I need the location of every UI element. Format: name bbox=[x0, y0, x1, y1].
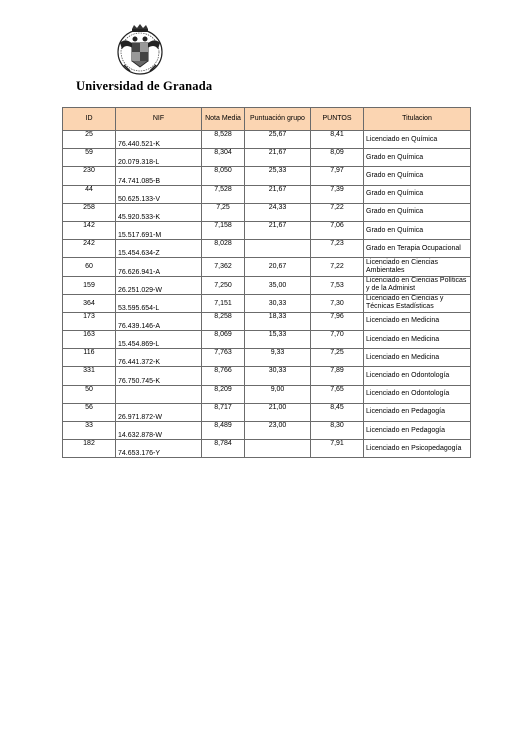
cell-nota-media: 7,362 bbox=[202, 258, 245, 276]
cell-id: 44 bbox=[63, 185, 116, 203]
cell-nota-media: 8,209 bbox=[202, 385, 245, 403]
cell-puntos: 7,23 bbox=[311, 240, 364, 258]
table-row bbox=[63, 149, 471, 167]
cell-puntuacion-grupo: 24,33 bbox=[245, 203, 311, 221]
cell-id: 182 bbox=[63, 440, 116, 458]
column-header-nif: NIF bbox=[116, 108, 202, 131]
cell-titulacion: Licenciado en Medicina bbox=[364, 312, 471, 330]
cell-nif: 15.454.869-L bbox=[116, 331, 202, 349]
results-table bbox=[62, 107, 471, 458]
table-row bbox=[63, 221, 471, 239]
cell-id: 242 bbox=[63, 240, 116, 258]
table-row bbox=[63, 240, 471, 258]
cell-titulacion: Licenciado en Medicina bbox=[364, 331, 471, 349]
cell-nif: 50.625.133-V bbox=[116, 185, 202, 203]
cell-nota-media: 7,250 bbox=[202, 276, 245, 294]
table-row bbox=[63, 185, 471, 203]
cell-id: 364 bbox=[63, 294, 116, 312]
cell-titulacion: Grado en Terapia Ocupacional bbox=[364, 240, 471, 258]
cell-puntos: 7,39 bbox=[311, 185, 364, 203]
cell-nota-media: 8,766 bbox=[202, 367, 245, 385]
cell-titulacion: Licenciado en Pedagogía bbox=[364, 403, 471, 421]
cell-id: 331 bbox=[63, 367, 116, 385]
cell-titulacion: Licenciado en Psicopedagogía bbox=[364, 440, 471, 458]
university-crest-icon bbox=[112, 23, 168, 77]
cell-puntuacion-grupo: 15,33 bbox=[245, 331, 311, 349]
cell-id: 25 bbox=[63, 131, 116, 149]
cell-nota-media: 7,25 bbox=[202, 203, 245, 221]
cell-puntuacion-grupo: 21,67 bbox=[245, 185, 311, 203]
table-row bbox=[63, 131, 471, 149]
cell-puntos: 7,22 bbox=[311, 203, 364, 221]
cell-puntuacion-grupo: 21,67 bbox=[245, 149, 311, 167]
cell-nota-media: 8,784 bbox=[202, 440, 245, 458]
cell-puntos: 7,53 bbox=[311, 276, 364, 294]
cell-puntuacion-grupo: 9,00 bbox=[245, 385, 311, 403]
cell-nota-media: 8,069 bbox=[202, 331, 245, 349]
cell-id: 142 bbox=[63, 221, 116, 239]
cell-puntos: 8,45 bbox=[311, 403, 364, 421]
cell-puntuacion-grupo: 25,67 bbox=[245, 131, 311, 149]
cell-nif: 76.626.941-A bbox=[116, 258, 202, 276]
table-row bbox=[63, 203, 471, 221]
cell-nota-media: 8,489 bbox=[202, 422, 245, 440]
column-header-id: ID bbox=[63, 108, 116, 131]
table-row bbox=[63, 276, 471, 294]
cell-puntos: 7,70 bbox=[311, 331, 364, 349]
cell-nif: 74.653.176-Y bbox=[116, 440, 202, 458]
column-header-puntuacion-grupo: Puntuación grupo bbox=[245, 108, 311, 131]
cell-puntuacion-grupo: 18,33 bbox=[245, 312, 311, 330]
cell-id: 173 bbox=[63, 312, 116, 330]
table-row bbox=[63, 385, 471, 403]
cell-nif: 76.750.745-K bbox=[116, 367, 202, 385]
cell-puntuacion-grupo: 25,33 bbox=[245, 167, 311, 185]
cell-id: 59 bbox=[63, 149, 116, 167]
cell-puntos: 8,09 bbox=[311, 149, 364, 167]
cell-puntos: 7,22 bbox=[311, 258, 364, 276]
cell-puntos: 7,89 bbox=[311, 367, 364, 385]
cell-id: 50 bbox=[63, 385, 116, 403]
table-row bbox=[63, 312, 471, 330]
table-header-row bbox=[63, 108, 471, 131]
cell-nota-media: 8,717 bbox=[202, 403, 245, 421]
cell-id: 159 bbox=[63, 276, 116, 294]
cell-nota-media: 8,050 bbox=[202, 167, 245, 185]
cell-titulacion: Licenciado en Ciencias Ambientales bbox=[364, 258, 471, 276]
cell-nif: 76.439.146-A bbox=[116, 312, 202, 330]
table-row bbox=[63, 294, 471, 312]
cell-puntos: 7,91 bbox=[311, 440, 364, 458]
cell-id: 33 bbox=[63, 422, 116, 440]
cell-puntos: 7,30 bbox=[311, 294, 364, 312]
cell-titulacion: Grado en Química bbox=[364, 203, 471, 221]
cell-titulacion: Grado en Química bbox=[364, 149, 471, 167]
cell-nif: 76.441.372-K bbox=[116, 349, 202, 367]
cell-nif: 53.595.654-L bbox=[116, 294, 202, 312]
cell-nota-media: 7,151 bbox=[202, 294, 245, 312]
cell-nota-media: 7,158 bbox=[202, 221, 245, 239]
cell-nif bbox=[116, 385, 202, 403]
cell-id: 163 bbox=[63, 331, 116, 349]
cell-id: 258 bbox=[63, 203, 116, 221]
cell-titulacion: Licenciado en Odontología bbox=[364, 367, 471, 385]
cell-puntos: 8,30 bbox=[311, 422, 364, 440]
cell-id: 56 bbox=[63, 403, 116, 421]
cell-puntos: 7,65 bbox=[311, 385, 364, 403]
university-name: Universidad de Granada bbox=[76, 79, 213, 93]
cell-id: 60 bbox=[63, 258, 116, 276]
cell-nif: 15.517.691-M bbox=[116, 221, 202, 239]
cell-titulacion: Licenciado en Ciencias y Técnicas Estadísticas bbox=[364, 294, 471, 312]
cell-titulacion: Licenciado en Medicina bbox=[364, 349, 471, 367]
cell-id: 116 bbox=[63, 349, 116, 367]
cell-nota-media: 8,258 bbox=[202, 312, 245, 330]
cell-titulacion: Grado en Química bbox=[364, 221, 471, 239]
cell-titulacion: Grado en Química bbox=[364, 167, 471, 185]
cell-puntuacion-grupo bbox=[245, 440, 311, 458]
table-row bbox=[63, 422, 471, 440]
cell-nota-media: 7,763 bbox=[202, 349, 245, 367]
column-header-nota-media: Nota Media bbox=[202, 108, 245, 131]
table-row bbox=[63, 349, 471, 367]
cell-puntos: 7,96 bbox=[311, 312, 364, 330]
column-header-puntos: PUNTOS bbox=[311, 108, 364, 131]
cell-puntuacion-grupo: 35,00 bbox=[245, 276, 311, 294]
table-row bbox=[63, 403, 471, 421]
table-row bbox=[63, 367, 471, 385]
cell-nif: 76.440.521-K bbox=[116, 131, 202, 149]
cell-puntuacion-grupo: 9,33 bbox=[245, 349, 311, 367]
cell-puntuacion-grupo: 30,33 bbox=[245, 294, 311, 312]
cell-nota-media: 8,304 bbox=[202, 149, 245, 167]
cell-puntuacion-grupo: 21,00 bbox=[245, 403, 311, 421]
cell-nota-media: 8,028 bbox=[202, 240, 245, 258]
cell-nif: 45.920.533-K bbox=[116, 203, 202, 221]
cell-nif: 14.632.878-W bbox=[116, 422, 202, 440]
cell-id: 230 bbox=[63, 167, 116, 185]
cell-nif: 26.251.029-W bbox=[116, 276, 202, 294]
cell-titulacion: Licenciado en Pedagogía bbox=[364, 422, 471, 440]
cell-nif: 15.454.634-Z bbox=[116, 240, 202, 258]
table-row bbox=[63, 258, 471, 276]
cell-puntuacion-grupo: 21,67 bbox=[245, 221, 311, 239]
cell-puntos: 7,25 bbox=[311, 349, 364, 367]
column-header-titulacion: Titulacion bbox=[364, 108, 471, 131]
table-row bbox=[63, 440, 471, 458]
cell-titulacion: Grado en Química bbox=[364, 185, 471, 203]
cell-titulacion: Licenciado en Ciencias Políticas y de la Administ bbox=[364, 276, 471, 294]
cell-puntuacion-grupo bbox=[245, 240, 311, 258]
table-row bbox=[63, 167, 471, 185]
cell-nota-media: 8,528 bbox=[202, 131, 245, 149]
cell-nif: 20.079.318-L bbox=[116, 149, 202, 167]
cell-puntuacion-grupo: 20,67 bbox=[245, 258, 311, 276]
cell-puntos: 8,41 bbox=[311, 131, 364, 149]
cell-puntuacion-grupo: 23,00 bbox=[245, 422, 311, 440]
cell-puntos: 7,06 bbox=[311, 221, 364, 239]
table-row bbox=[63, 331, 471, 349]
cell-nota-media: 7,528 bbox=[202, 185, 245, 203]
cell-nif: 74.741.085-B bbox=[116, 167, 202, 185]
cell-puntuacion-grupo: 30,33 bbox=[245, 367, 311, 385]
cell-titulacion: Licenciado en Odontología bbox=[364, 385, 471, 403]
cell-puntos: 7,97 bbox=[311, 167, 364, 185]
cell-nif: 26.971.872-W bbox=[116, 403, 202, 421]
cell-titulacion: Licenciado en Química bbox=[364, 131, 471, 149]
